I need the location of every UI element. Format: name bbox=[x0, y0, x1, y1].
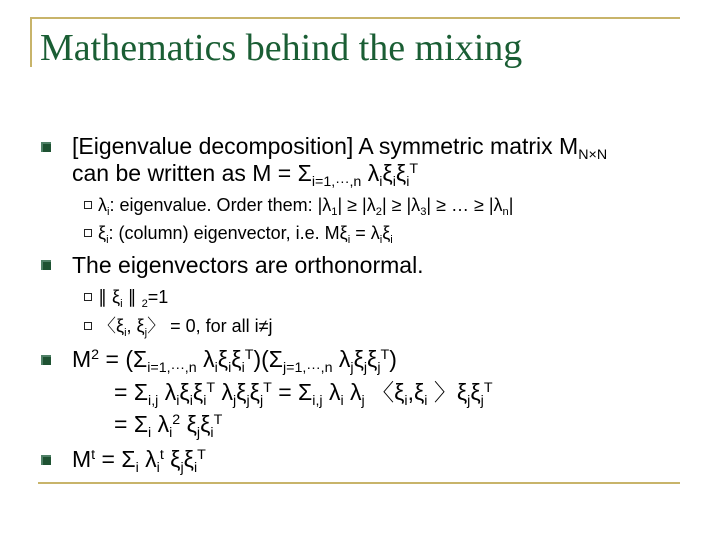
bullet-square-icon bbox=[41, 142, 51, 152]
sub-bullet-square-icon bbox=[84, 201, 92, 209]
sub-bullet-eigenvalue: $\lambda_i$: eigenvalue. Order them: $|\lambda_1| \ge |\lambda_2| \ge |\lambda_3|$ ≥ … ≥ $|\lambda_n|$ bbox=[98, 195, 514, 218]
sub-bullet-square-icon bbox=[84, 322, 92, 330]
top-frame-line bbox=[30, 17, 680, 19]
bullet-square-icon bbox=[41, 260, 51, 270]
bullet-square-icon bbox=[41, 455, 51, 465]
slide-title: Mathematics behind the mixing bbox=[40, 27, 523, 69]
sub-bullet-eigenvector: $\xi_i$: (column) eigenvector, i.e. $M\xi_i = \lambda_i\xi_i$ bbox=[98, 223, 393, 246]
formula-m-squared-line2: = $\Sigma_{i,j}$ $\lambda_i\xi_i\xi_i^T$ $\lambda_j\xi_j\xi_j^T = \Sigma_{i,j}$ $\lambda_i$ $\lambda_j$ 〈$\xi_i,\xi_i$ 〉$\xi_j\xi_j^T$ bbox=[114, 379, 493, 409]
bottom-divider-line bbox=[38, 482, 680, 484]
formula-m-squared-line3: = $\Sigma_i$ $\lambda_i^2$ $\xi_j\xi_i^T$ bbox=[114, 411, 223, 441]
sub-bullet-square-icon bbox=[84, 293, 92, 301]
left-frame-line bbox=[30, 17, 32, 67]
sub-bullet-unit-norm: ∥ $\xi_i$ ∥ $_2$=1 bbox=[98, 287, 169, 310]
sub-bullet-square-icon bbox=[84, 229, 92, 237]
bullet-square-icon bbox=[41, 355, 51, 365]
formula-m-power-t: $M^t = \Sigma_i$ $\lambda_i^t$ $\xi_j\xi_i^T$ bbox=[72, 446, 206, 476]
bullet-orthonormal: The eigenvectors are orthonormal. bbox=[72, 252, 424, 278]
sub-bullet-orthogonality: 〈$\xi_i$, $\xi_j$〉 = 0, for all i≠j bbox=[98, 316, 273, 339]
formula-m-squared-line1: $M^2 = (\Sigma_{i=1,\cdot\cdot\cdot,n}$ $\lambda_i\xi_i\xi_i^T)(\Sigma_{j=1,\cdot\cdot\cdot,n}$ $\lambda_j\xi_j\xi_j^T$) bbox=[72, 346, 397, 376]
bullet-eigen-decomposition-line2: can be written as $M = \Sigma_{i=1,\cdot\cdot\cdot,n}$ $\lambda_i\xi_i\xi_i^T$ bbox=[72, 160, 419, 190]
bullet-eigen-decomposition: [Eigenvalue decomposition] A symmetric matrix $M_{N\times N}$ bbox=[72, 133, 608, 163]
